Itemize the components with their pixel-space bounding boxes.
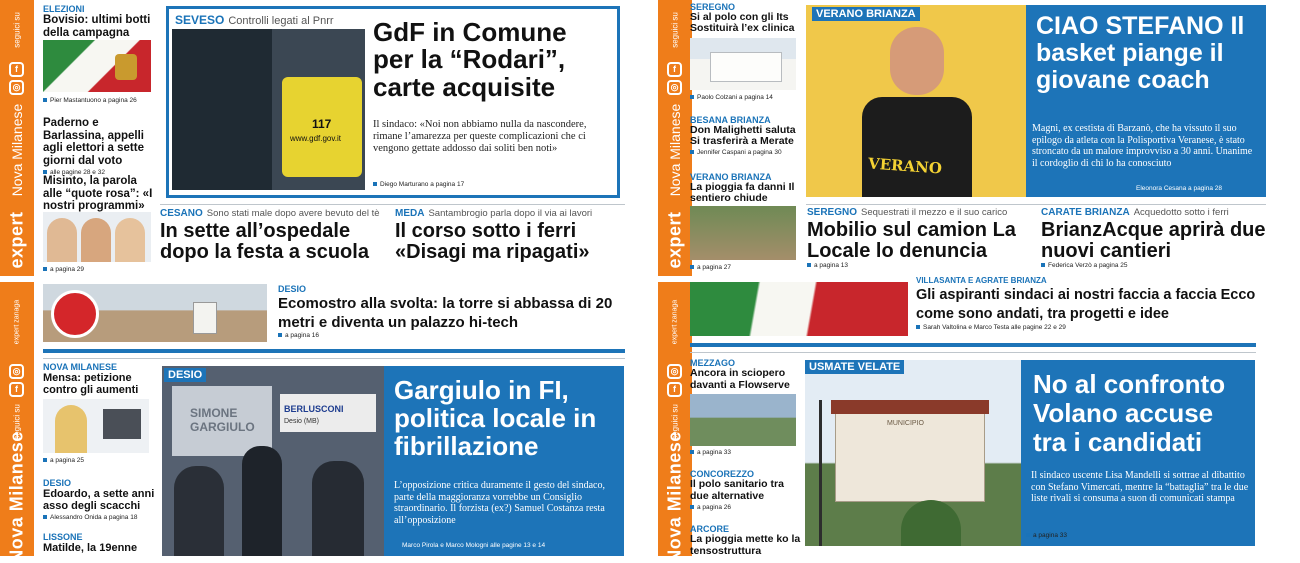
side-item[interactable] [690, 115, 802, 156]
instagram-icon: ◎ [667, 80, 682, 95]
side-title: Ancora in sciopero davanti a Flowserve [690, 367, 790, 391]
divider [806, 204, 1266, 205]
facebook-icon: f [9, 62, 24, 77]
side-item[interactable] [43, 4, 155, 39]
photo-label: DESIO [164, 368, 206, 382]
kicker: DESIO [278, 284, 307, 294]
divider [160, 204, 625, 205]
newspaper-front-page-3 [0, 282, 640, 563]
jersey-shape [862, 97, 972, 197]
kicker: LISSONE [43, 532, 83, 542]
divider-bar [690, 343, 1256, 347]
portrait [115, 218, 145, 262]
page-reference: Jennifer Caspani a pagina 30 [690, 149, 802, 156]
tagline: Acquedotto sotto i ferri [1133, 207, 1229, 218]
kicker: MEZZAGO [690, 358, 735, 368]
tagline: Sono stati male dopo avere bevuto del tè [206, 208, 380, 219]
page-reference: a pagina 27 [690, 264, 731, 271]
divider [690, 352, 1256, 353]
facebook-icon: f [667, 382, 682, 397]
strip-follow: seguici su [670, 12, 680, 48]
lead-headline: No al confronto Volano accuse tra i candidati [1033, 369, 1226, 457]
path-photo [690, 206, 796, 260]
monitor-shape [103, 409, 141, 439]
lead-photo [172, 29, 365, 190]
strip-sponsor: expert zanaga [671, 299, 679, 345]
brand-strip [658, 0, 692, 276]
jersey-text: VERANO [867, 154, 943, 178]
strip-sponsor: expert zanaga [13, 299, 21, 345]
brand-strip [658, 282, 692, 563]
kicker: BESANA BRIANZA [690, 115, 771, 125]
side-title: Mensa: petizione contro gli aumenti [43, 372, 139, 396]
notice-board [193, 302, 217, 334]
page-reference: Paolo Colzani a pagina 14 [690, 94, 773, 101]
place: SEVESO [175, 13, 225, 27]
lead-story[interactable] [1026, 5, 1266, 197]
side-item[interactable] [43, 175, 155, 213]
side-title: La pioggia mette ko la tensostruttura [690, 533, 801, 557]
side-title: Don Malighetti saluta Si trasferirà a Merate [690, 124, 796, 147]
side-title: La pioggia fa danni Il sentiero chiude [690, 181, 795, 204]
side-item[interactable] [43, 362, 155, 396]
strip-follow: seguici su [670, 404, 680, 440]
tagline: Sequestrati il mezzo e il suo carico [861, 207, 1008, 218]
construction-photo [43, 284, 267, 342]
page-reference: Federica Verzò a pagina 25 [1041, 262, 1276, 269]
lead-body: Il sindaco uscente Lisa Mandelli si sottrae al dibattito con Stefano Vimercati, mentre la “battaglia” tra le due liste rivali si consuma a suon di comunicati stampa [1031, 470, 1249, 504]
story-kicker [395, 208, 630, 219]
strip-publication: Nova Milanese [667, 103, 683, 197]
side-title: Il polo sanitario tra due alternative [690, 478, 784, 502]
side-item[interactable] [43, 478, 155, 521]
side-title: Bovisio: ultimi botti della campagna [43, 14, 151, 39]
kicker: CONCOREZZO [690, 469, 754, 479]
car-url: www.gdf.gov.it [290, 134, 341, 143]
lead-body: Magni, ex cestista di Barzanò, che ha vissuto il suo epilogo da atleta con la Polisportiva Veranese, è stato stroncato da un malore improvviso a 30 anni. Unanime il cordoglio di chi lo ha conosciuto [1032, 123, 1253, 169]
shrub-shape [901, 500, 961, 546]
banner-subtext: Desio (MB) [284, 418, 320, 425]
facebook-icon: f [667, 62, 682, 77]
page-reference: a pagina 26 [690, 504, 802, 511]
story-headline: BrianzAcque aprirà due nuovi cantieri [1041, 219, 1266, 262]
page-reference: Eleonora Cesana a pagina 28 [1136, 185, 1223, 192]
lead-headline: Gargiulo in FI, politica locale in fibrillazione [394, 375, 597, 461]
bottom-story[interactable] [160, 208, 390, 263]
side-item[interactable] [43, 532, 155, 554]
lead-story[interactable] [166, 6, 620, 198]
side-item[interactable] [690, 358, 802, 391]
tagline: Santambrogio parla dopo il via ai lavori [428, 208, 593, 219]
brand-strip [0, 282, 34, 563]
story-headline: Il corso sotto i ferri «Disagi ma ripagati» [395, 220, 590, 263]
lead-headline: GdF in Comune per la “Rodari”, carte acquisite [373, 17, 567, 102]
side-title: Si al polo con gli Its Sostituirà l’ex clinica [690, 11, 795, 34]
brand-strip [0, 0, 34, 276]
lead-story[interactable] [1021, 360, 1255, 546]
photo-label: USMATE VELATE [805, 360, 904, 374]
canteen-photo [43, 399, 149, 453]
side-title: Edoardo, a sette anni asso degli scacchi [43, 488, 155, 512]
top-story[interactable] [916, 276, 1256, 331]
newspaper-front-page-4 [658, 276, 1300, 563]
kicker: DESIO [43, 478, 72, 488]
story-kicker [1041, 207, 1276, 218]
side-item[interactable] [690, 2, 802, 34]
instagram-icon: ◎ [9, 80, 24, 95]
strip-follow: seguici su [12, 404, 22, 440]
side-title: Misinto, la parola alle “quote rosa”: «I nostri programmi» [43, 175, 153, 212]
building-shape [710, 52, 782, 82]
coach-photo [806, 5, 1026, 197]
page-reference: alle pagine 28 e 32 [43, 169, 155, 176]
page-reference: a pagina 13 [807, 262, 1037, 269]
woman-silhouette [55, 405, 87, 453]
flags-photo [690, 282, 908, 336]
place: CARATE BRIANZA [1041, 207, 1130, 218]
top-headline: Gli aspiranti sindaci ai nostri faccia a faccia Ecco come sono andati, tra progetti e idee [916, 287, 1256, 322]
strip-brand: Nova Milanese [664, 431, 685, 563]
kicker: VILLASANTA E AGRATE BRIANZA [916, 276, 1047, 285]
page-reference: a pagina 25 [43, 457, 84, 464]
building-render-photo [690, 38, 796, 90]
kicker: ELEZIONI [43, 4, 85, 14]
newspaper-front-page-1 [0, 0, 640, 276]
side-item[interactable] [690, 172, 802, 204]
election-photo [43, 40, 151, 92]
strip-brand: expert [664, 211, 685, 269]
divider-bar [43, 349, 625, 353]
lead-story[interactable] [384, 366, 624, 556]
page-reference: Marco Pirola e Marco Mologni alle pagine 13 e 14 [402, 542, 546, 549]
lamp-post [819, 400, 822, 546]
page-reference: Diego Marturano a pagina 17 [373, 181, 464, 188]
officer-silhouette [172, 29, 272, 190]
page-reference: Pier Mastantuono a pagina 26 [43, 97, 137, 104]
lead-body: Il sindaco: «Noi non abbiamo nulla da nascondere, rimane l’amarezza per queste complicazioni che ci vengono gettate addosso dai soliti ben noti» [373, 119, 587, 154]
story-headline: In sette all’ospedale dopo la festa a scuola [160, 220, 369, 263]
story-kicker [160, 208, 390, 219]
side-item[interactable] [690, 524, 802, 557]
page-reference: Alessandro Onida a pagina 18 [43, 514, 155, 521]
page-reference: a pagina 33 [690, 449, 731, 456]
side-item[interactable] [690, 469, 802, 511]
building-sign: MUNICIPIO [887, 420, 924, 427]
town-hall-photo [805, 360, 1021, 546]
instagram-icon: ◎ [9, 364, 24, 379]
side-title: Matilde, la 19enne [43, 542, 138, 554]
kicker: NOVA MILANESE [43, 362, 118, 372]
newspaper-front-page-2 [658, 0, 1300, 276]
photo-label: VERANO BRIANZA [812, 7, 920, 21]
page-reference: a pagina 33 [1026, 532, 1067, 539]
facebook-icon: f [9, 382, 24, 397]
kicker: VERANO BRIANZA [690, 172, 772, 182]
screen-text: SIMONE GARGIULO [190, 406, 255, 434]
strip-brand: expert [6, 211, 27, 269]
top-headline: Ecomostro alla svolta: la torre si abbassa di 20 metri e diventa un palazzo hi-tech [278, 295, 613, 331]
lead-kicker [175, 13, 334, 27]
bottom-story[interactable] [1041, 207, 1276, 269]
strip-follow: seguici su [12, 12, 22, 48]
top-story[interactable] [278, 284, 630, 339]
instagram-icon: ◎ [667, 364, 682, 379]
person-silhouette [242, 446, 282, 556]
page-reference: a pagina 16 [278, 332, 630, 339]
lead-body: L’opposizione critica duramente il gesto del sindaco, parte della maggioranza vorrebbe un Consiglio straordinario. Il forzista (ex?) Samuel Costanza resta all’opposizione [394, 480, 605, 526]
strip-brand: Nova Milanese [6, 431, 27, 563]
lead-headline: CIAO STEFANO Il basket piange il giovane coach [1036, 12, 1245, 94]
event-photo [162, 366, 384, 556]
bottom-story[interactable] [807, 207, 1037, 269]
story-headline: Mobilio sul camion La Locale lo denuncia [807, 219, 1016, 262]
portrait [47, 218, 77, 262]
strip-publication: Nova Milanese [9, 103, 25, 197]
tagline: Controlli legati al Pnrr [228, 15, 334, 27]
bottom-story[interactable] [395, 208, 630, 263]
side-title: Paderno e Barlassina, appelli agli elettori a sette giorni dal voto [43, 117, 144, 167]
banner-text: BERLUSCONI [284, 404, 344, 414]
place: MEDA [395, 208, 425, 219]
place: CESANO [160, 208, 203, 219]
strike-photo [690, 394, 796, 446]
head-shape [890, 27, 944, 95]
person-silhouette [312, 461, 364, 556]
side-item[interactable] [43, 117, 155, 176]
place: SEREGNO [807, 207, 858, 218]
roof-shape [831, 400, 989, 414]
bell-shape [115, 54, 137, 80]
speaker-silhouette [174, 466, 224, 556]
candidates-photo [43, 212, 151, 262]
no-entry-sign [51, 290, 99, 338]
kicker: SEREGNO [690, 2, 736, 12]
kicker: ARCORE [690, 524, 730, 534]
portrait [81, 218, 111, 262]
story-kicker [807, 207, 1037, 218]
divider [43, 358, 625, 359]
car-number: 117 [312, 117, 332, 131]
page-reference: Sarah Valtolina e Marco Testa alle pagine 22 e 29 [916, 324, 1256, 331]
page-reference: a pagina 29 [43, 266, 84, 273]
